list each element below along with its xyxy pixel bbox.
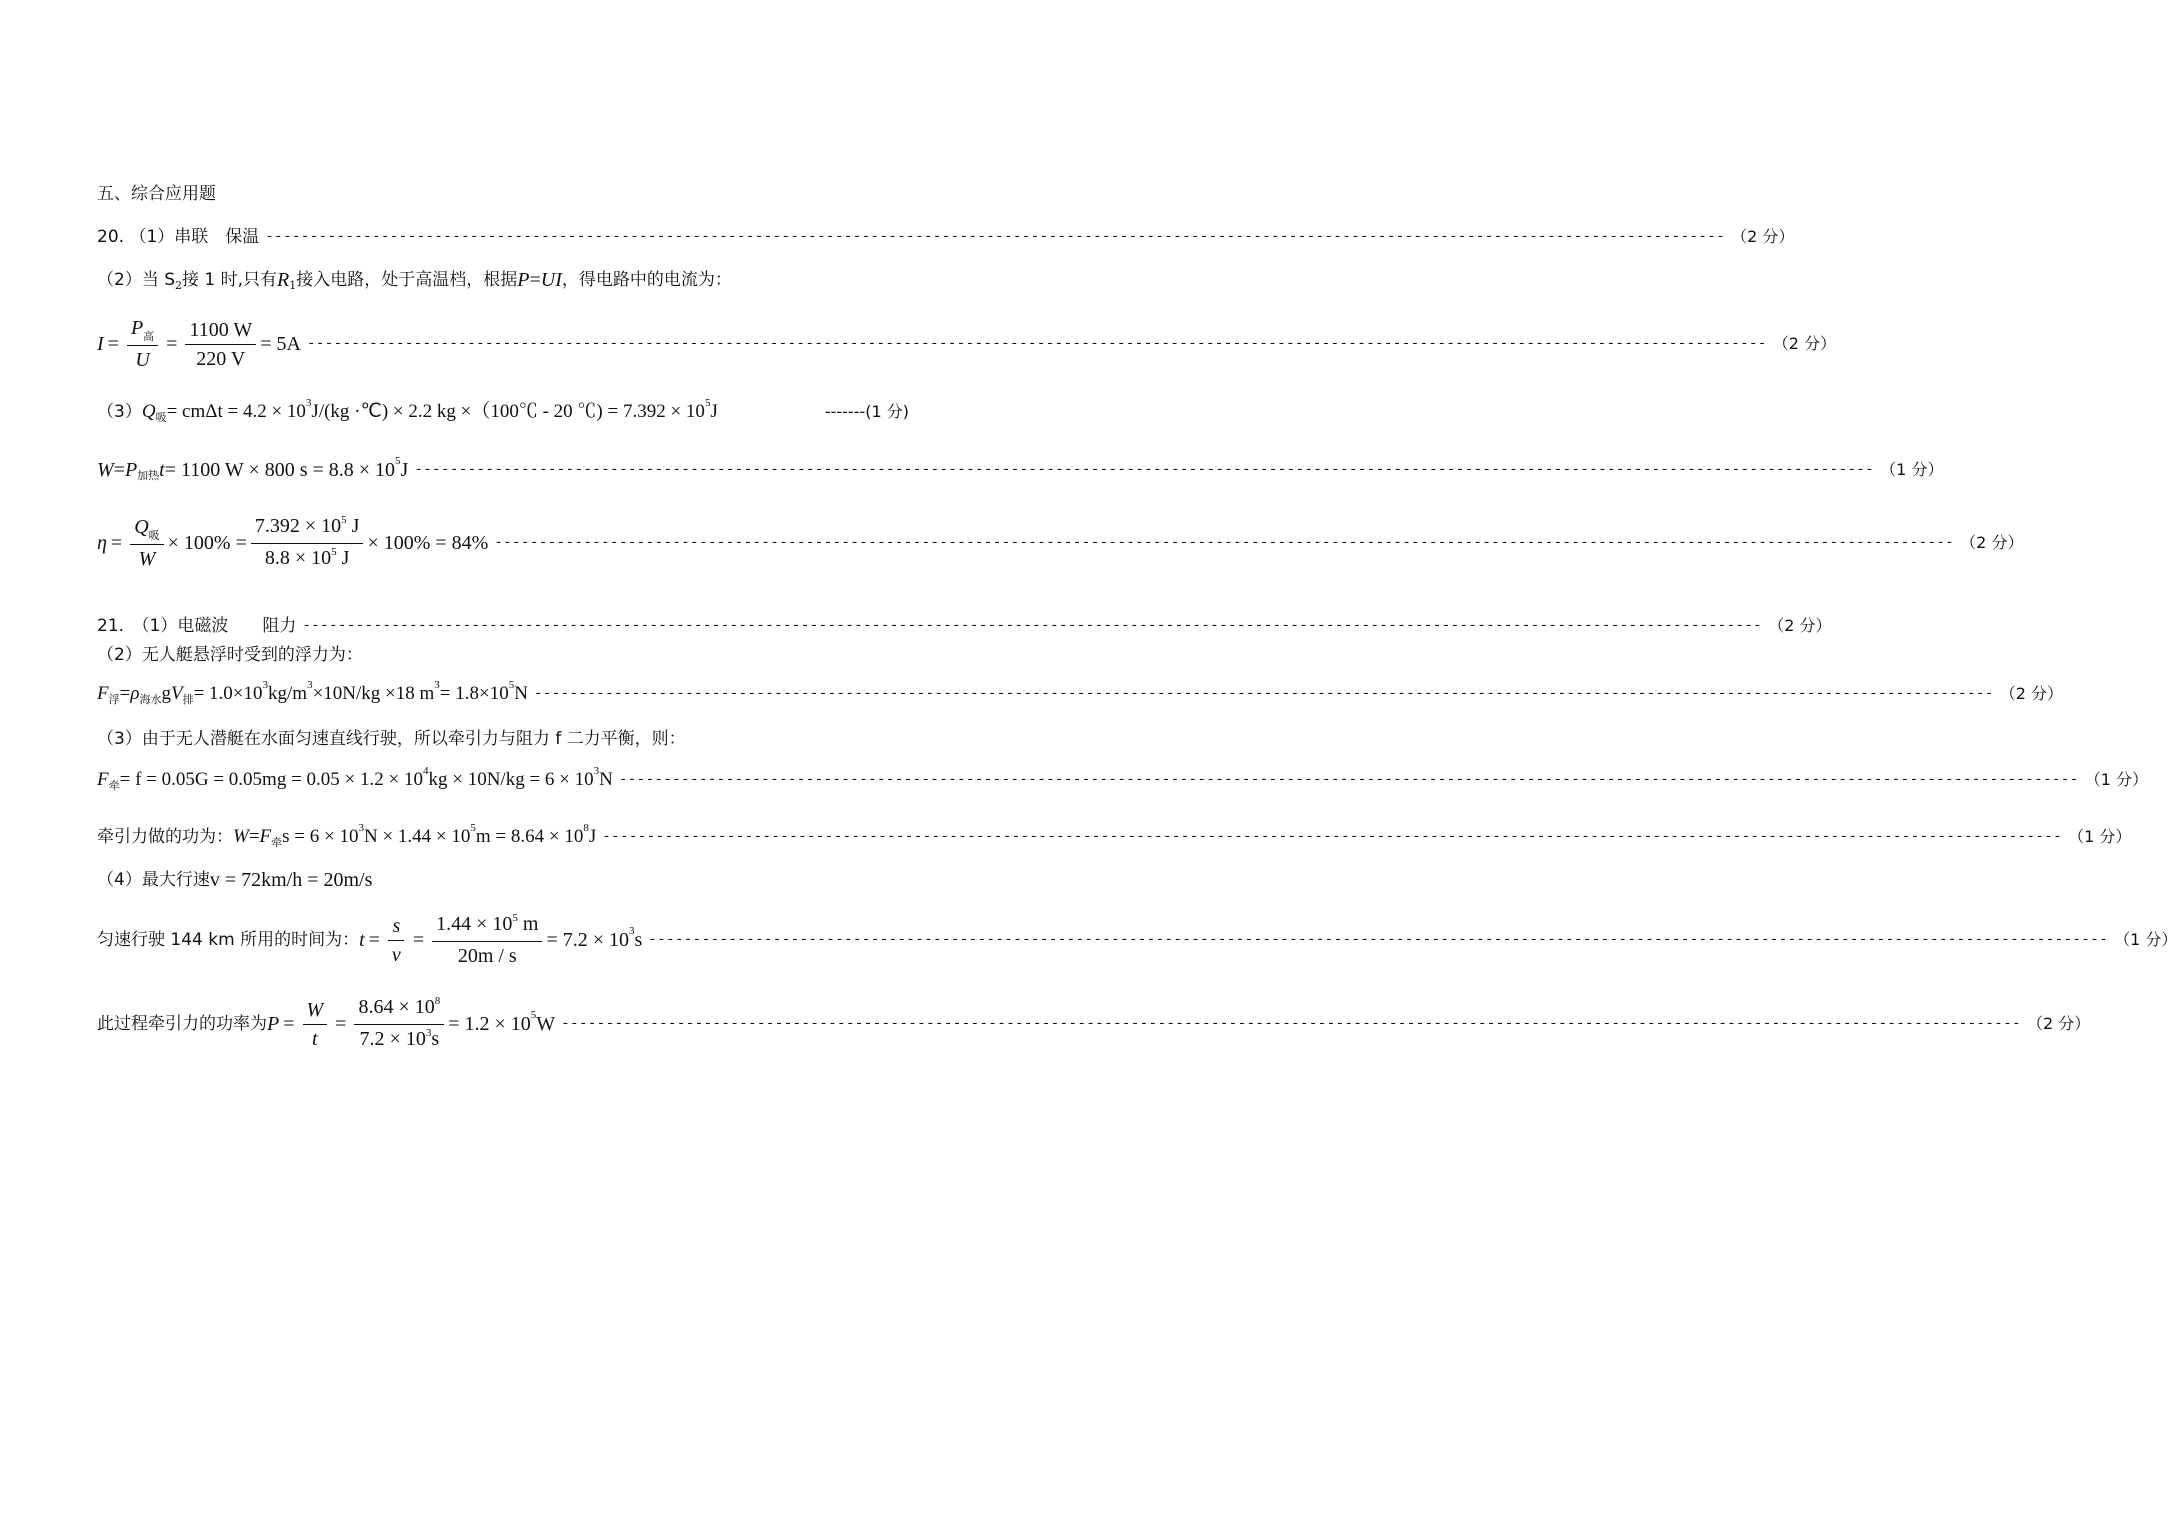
fraction: $\frac{Q_吸}{W}$: [130, 516, 163, 570]
score: -------(1 分): [824, 402, 909, 421]
fraction: $\frac{W}{t}$: [303, 999, 328, 1050]
dash-leader: --------------------------------------------------------------------------------------------------------------------------------------------------------------------: [494, 535, 1955, 551]
q21-work-equation: 牵引力做的功为： W = F 牵 s = 6 × 10 3 N × 1.44 × 10 5 m = 8.64 × 10 8 J -------------------------------------------------------------------------------------------------------------------------------------------------------------------- （1 分）: [97, 822, 2132, 849]
fraction: $\frac{7.392 \times 10^5 J}{8.8 \times 10^5 J}$: [251, 515, 364, 572]
dash-leader: --------------------------------------------------------------------------------------------------------------------------------------------------------------------: [265, 229, 1726, 245]
fraction: $\frac{8.64 \times 10^8}{7.2 \times 10^3s}$: [354, 996, 444, 1053]
q21-part4-text: （4）最大行速 v = 72km/h = 20m/s: [97, 869, 373, 891]
q21-time-equation: 匀速行驶 144 km 所用的时间为： t = $\frac{s}{v}$ = $\frac{1.44 \times 10^5 m}{20m / s}$ = 7.2 × 10 3 s -------------------------------------------------------------------------------------------------------------------------------------------------------------------- （1 分）: [97, 912, 2177, 967]
score: （1 分）: [2068, 827, 2132, 846]
q20-current-equation: I = $\frac{P_高}{U}$ = $\frac{1100 W}{220 V}$ = 5A -------------------------------------------------------------------------------------------------------------------------------------------------------------------- （2 分）: [97, 317, 1837, 371]
fraction: $\frac{1.44 \times 10^5 m}{20m / s}$: [432, 913, 542, 967]
score: （1 分）: [2084, 770, 2148, 789]
q20-part2-text: （2）当 S 2 接 1 时,只有 R 1 接入电路，处于高温档，根据 P = UI ，得电路中的电流为：: [97, 269, 732, 292]
dash-leader: --------------------------------------------------------------------------------------------------------------------------------------------------------------------: [414, 462, 1875, 478]
dash-leader: --------------------------------------------------------------------------------------------------------------------------------------------------------------------: [302, 618, 1763, 634]
score: （1 分）: [2114, 930, 2177, 949]
dash-leader: --------------------------------------------------------------------------------------------------------------------------------------------------------------------: [648, 932, 2109, 948]
score: （2 分）: [1772, 334, 1837, 353]
q21-traction-equation: F 牵 = f = 0.05G = 0.05mg = 0.05 × 1.2 × 10 4 kg × 10N/kg = 6 × 10 3 N -------------------------------------------------------------------------------------------------------------------------------------------------------------------- （1 分）: [97, 765, 2148, 792]
fraction: $\frac{P_高}{U}$: [127, 317, 158, 371]
q21-part1: 21. （1）电磁波 阻力 -------------------------------------------------------------------------------------------------------------------------------------------------------------------- （2 分）: [97, 616, 1832, 636]
q21-power-equation: 此过程牵引力的功率为 P = $\frac{W}{t}$ = $\frac{8.64 \times 10^8}{7.2 \times 10^3s}$ = 1.2 × 10 5 W -------------------------------------------------------------------------------------------------------------------------------------------------------------------- （2 分）: [97, 997, 877, 1051]
q20-efficiency-equation: η = $\frac{Q_吸}{W}$ × 100% = $\frac{7.392 \times 10^5 J}{8.8 \times 10^5 J}$ × 100% = 84% -------------------------------------------------------------------------------------------------------------------------------------------------------------------- （2 分）: [97, 513, 2024, 570]
fraction: $\frac{s}{v}$: [388, 915, 405, 966]
score: （1 分）: [1880, 460, 1944, 479]
q20-part1-label: 20. （1）串联 保温: [97, 227, 260, 247]
q21-buoyancy-equation: F 浮 = ρ 海水 g V 排 = 1.0×10 3 kg/m 3 ×10N/kg ×18 m 3 = 1.8×10 5 N -------------------------------------------------------------------------------------------------------------------------------------------------------------------- （2 分）: [97, 679, 2064, 706]
q20-heat-equation: （3） Q 吸 = cmΔt = 4.2 × 10 3 J/(kg ·℃) × 2.2 kg ×（100℃ - 20 ℃) = 7.392 × 10 5 J -------(1 分): [97, 397, 909, 424]
score: （2 分）: [1960, 533, 2024, 552]
dash-leader: --------------------------------------------------------------------------------------------------------------------------------------------------------------------: [306, 336, 1767, 352]
dash-leader: --------------------------------------------------------------------------------------------------------------------------------------------------------------------: [618, 772, 2079, 788]
section-title: 五、综合应用题: [97, 184, 216, 204]
q20-work-equation: W = P 加热 t = 1100 W × 800 s = 8.8 × 10 5 J -------------------------------------------------------------------------------------------------------------------------------------------------------------------- （1 分）: [97, 455, 1944, 482]
score: （2 分）: [1768, 616, 1832, 635]
q21-part3-text: （3）由于无人潜艇在水面匀速直线行驶，所以牵引力与阻力 f 二力平衡，则：: [97, 729, 686, 749]
dash-leader: --------------------------------------------------------------------------------------------------------------------------------------------------------------------: [561, 1016, 2022, 1032]
dash-leader: --------------------------------------------------------------------------------------------------------------------------------------------------------------------: [533, 686, 1994, 702]
q20-part1: [97, 226, 1795, 248]
score: （2 分）: [1999, 684, 2064, 703]
dash-leader: --------------------------------------------------------------------------------------------------------------------------------------------------------------------: [602, 829, 2063, 845]
score: （2 分）: [2027, 1014, 2091, 1033]
score: （2 分）: [1731, 227, 1795, 246]
fraction: $\frac{1100 W}{220 V}$: [185, 319, 256, 370]
q21-part2-text: （2）无人艇悬浮时受到的浮力为：: [97, 645, 363, 665]
